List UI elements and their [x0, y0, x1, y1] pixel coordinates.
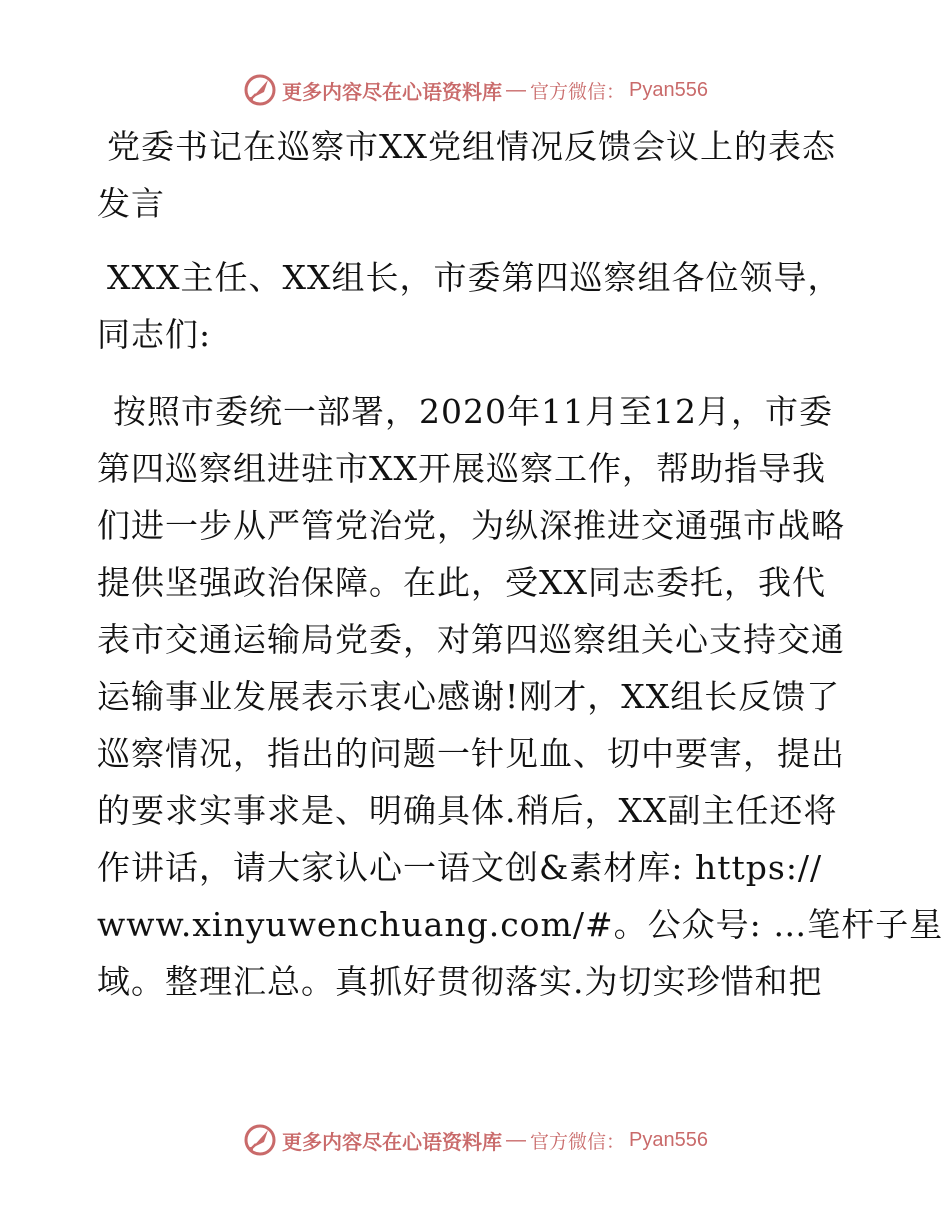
body-paragraph: [97, 383, 944, 1010]
header-watermark-banner: [0, 70, 950, 110]
paragraph-line: 域。整理汇总。真抓好贯彻落实.为切实珍惜和把: [97, 962, 823, 1001]
title-line: 发言: [97, 184, 165, 223]
quill-logo-icon: [242, 72, 278, 108]
paragraph-line: 巡察情况，指出的问题一针见血、切中要害，提出: [97, 734, 845, 773]
paragraph-line: 们进一步从严管党治党，为纵深推进交通强市战略: [97, 506, 845, 545]
banner-dash: —: [506, 78, 526, 101]
paragraph-line: 运输事业发展表示衷心感谢!刚才，XX组长反馈了: [97, 677, 841, 716]
paragraph-line: www.xinyuwenchuang.com/#。公众号: …笔杆子星: [97, 905, 944, 944]
banner-brand-text: 更多内容尽在心语资料库: [282, 1129, 502, 1154]
banner-wechat-label: 官方微信：: [530, 80, 626, 103]
banner-wechat-id: Pyan556: [629, 1128, 708, 1151]
paragraph-line: 作讲话，请大家认心一语文创&素材库: https://: [97, 848, 823, 887]
salutation: [97, 249, 857, 363]
paragraph-line: 表市交通运输局党委，对第四巡察组关心支持交通: [97, 620, 845, 659]
footer-watermark-banner: [0, 1120, 950, 1160]
salutation-line: 同志们:: [97, 315, 212, 354]
quill-logo-icon: [242, 1122, 278, 1158]
paragraph-line: 的要求实事求是、明确具体.稍后，XX副主任还将: [97, 791, 838, 830]
salutation-line: XXX主任、XX组长，市委第四巡察组各位领导，: [107, 258, 842, 297]
banner-wechat-label: 官方微信：: [530, 1130, 626, 1153]
paragraph-line: 按照市委统一部署，2020年11月至12月，市委: [113, 392, 833, 431]
banner-brand-text: 更多内容尽在心语资料库: [282, 79, 502, 104]
banner-wechat-id: Pyan556: [629, 78, 708, 101]
document-title: [97, 118, 857, 232]
banner-dash: —: [506, 1128, 526, 1151]
title-line: 党委书记在巡察市XX党组情况反馈会议上的表态: [107, 127, 836, 166]
document-body: [97, 118, 944, 1010]
paragraph-line: 第四巡察组进驻市XX开展巡察工作，帮助指导我: [97, 449, 826, 488]
paragraph-line: 提供坚强政治保障。在此，受XX同志委托，我代: [97, 563, 826, 602]
